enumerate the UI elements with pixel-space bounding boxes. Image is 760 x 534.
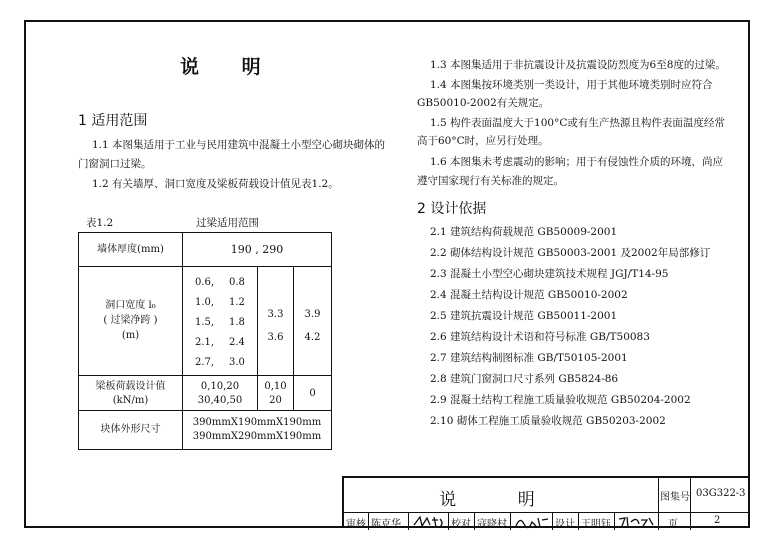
- section-2-title: 2 设计依据: [417, 201, 487, 217]
- reference-item: 2.6 建筑结构设计术语和符号标准 GB/T50083: [430, 331, 650, 343]
- reference-item: 2.10 砌体工程施工质量验收规范 GB50203-2002: [430, 415, 666, 427]
- review-signature: [412, 514, 446, 529]
- block-size-value: 390mmX290mmX190mm: [192, 431, 322, 442]
- reference-item: 2.4 混凝土结构设计规范 GB50010-2002: [430, 289, 628, 301]
- load-value: 0,10: [264, 381, 287, 392]
- para-1-4-cont: GB50010-2002有关规定。: [417, 97, 550, 109]
- span-value: 0.8: [229, 277, 245, 288]
- para-1-6-cont: 遵守国家现行有关标准的规定。: [417, 175, 564, 187]
- load-value: 0,10,20: [200, 381, 240, 392]
- section-1-title: 1 适用范围: [78, 113, 148, 129]
- reference-item: 2.2 砌体结构设计规范 GB50003-2001 及2002年局部修订: [430, 247, 711, 259]
- titleblock-name: 说 明: [439, 490, 563, 510]
- block-size-header: 块体外形尺寸: [100, 424, 161, 435]
- reference-item: 2.9 混凝土结构工程施工质量验收规范 GB50204-2002: [430, 394, 691, 406]
- span-value: 1.2: [229, 297, 245, 308]
- span-header: 洞口宽度 l₀: [105, 300, 156, 311]
- atlas-number: 03G322-3: [696, 488, 746, 499]
- page-number: 2: [714, 515, 721, 526]
- span-value: 3.3: [267, 309, 284, 320]
- para-1-5: 1.5 构件表面温度大于100°C或有生产热源且构件表面温度经常: [430, 117, 725, 129]
- design-label: 设计: [555, 519, 575, 530]
- title-block: [342, 476, 750, 528]
- span-value: 2.7,: [195, 357, 215, 368]
- span-value: 0.6,: [195, 277, 215, 288]
- load-value: 0: [309, 388, 316, 399]
- span-header-unit: (m): [121, 330, 140, 341]
- span-table: [78, 232, 332, 450]
- para-1-3: 1.3 本图集适用于非抗震设计及抗震设防烈度为6至8度的过梁。: [430, 59, 726, 71]
- load-value: 20: [269, 395, 282, 406]
- span-value: 2.4: [229, 337, 245, 348]
- check-signature: [514, 514, 550, 529]
- para-1-6: 1.6 本图集未考虑震动的影响；用于有侵蚀性介质的环境，尚应: [430, 156, 724, 168]
- atlas-label: 图集号: [660, 492, 690, 503]
- load-value: 30,40,50: [197, 395, 243, 406]
- block-size-value: 390mmX190mmX190mm: [192, 417, 322, 428]
- design-signature: [617, 514, 655, 529]
- review-label: 审核: [346, 519, 366, 530]
- para-1-2: 1.2 有关墙厚、洞口宽度及梁板荷载设计值见表1.2。: [92, 178, 339, 190]
- span-value: 2.1,: [195, 337, 215, 348]
- check-name: 寇晓村: [477, 519, 507, 530]
- table-caption: 过梁适用范围: [196, 217, 259, 229]
- reference-item: 2.7 建筑结构制图标准 GB/T50105-2001: [430, 352, 628, 364]
- load-header-unit: (kN/m): [112, 395, 149, 406]
- span-value: 3.6: [267, 332, 284, 343]
- load-header: 梁板荷载设计值: [95, 381, 166, 392]
- para-1-1-cont: 门窗洞口过梁。: [78, 158, 152, 170]
- reference-item: 2.8 建筑门窗洞口尺寸系列 GB5824-86: [430, 373, 619, 385]
- span-value: 1.0,: [195, 297, 215, 308]
- span-value: 3.0: [229, 357, 245, 368]
- reference-item: 2.3 混凝土小型空心砌块建筑技术规程 JGJ/T14-95: [430, 268, 669, 280]
- page-title: 说 明: [180, 56, 279, 78]
- check-label: 校对: [451, 519, 471, 530]
- wall-thickness-value: 190 , 290: [230, 243, 284, 256]
- page-label: 页: [668, 519, 678, 530]
- span-value: 3.9: [304, 309, 321, 320]
- span-header-sub: ( 过梁净跨 ): [103, 315, 158, 326]
- table-label: 表1.2: [86, 217, 114, 229]
- para-1-4: 1.4 本图集按环境类别一类设计，用于其他环境类别时应符合: [430, 79, 713, 91]
- span-value: 1.5,: [195, 317, 215, 328]
- span-value: 4.2: [304, 332, 321, 343]
- reference-item: 2.5 建筑抗震设计规范 GB50011-2001: [430, 310, 618, 322]
- design-name: 王明钰: [581, 519, 611, 530]
- para-1-1: 1.1 本图集适用于工业与民用建筑中混凝土小型空心砌块砌体的: [92, 139, 386, 151]
- wall-thickness-header: 墙体厚度(mm): [97, 244, 164, 255]
- para-1-5-cont: 高于60°C时，应另行处理。: [417, 135, 549, 147]
- reference-item: 2.1 建筑结构荷载规范 GB50009-2001: [430, 226, 618, 238]
- review-name: 陈克华: [371, 519, 401, 530]
- span-value: 1.8: [229, 317, 245, 328]
